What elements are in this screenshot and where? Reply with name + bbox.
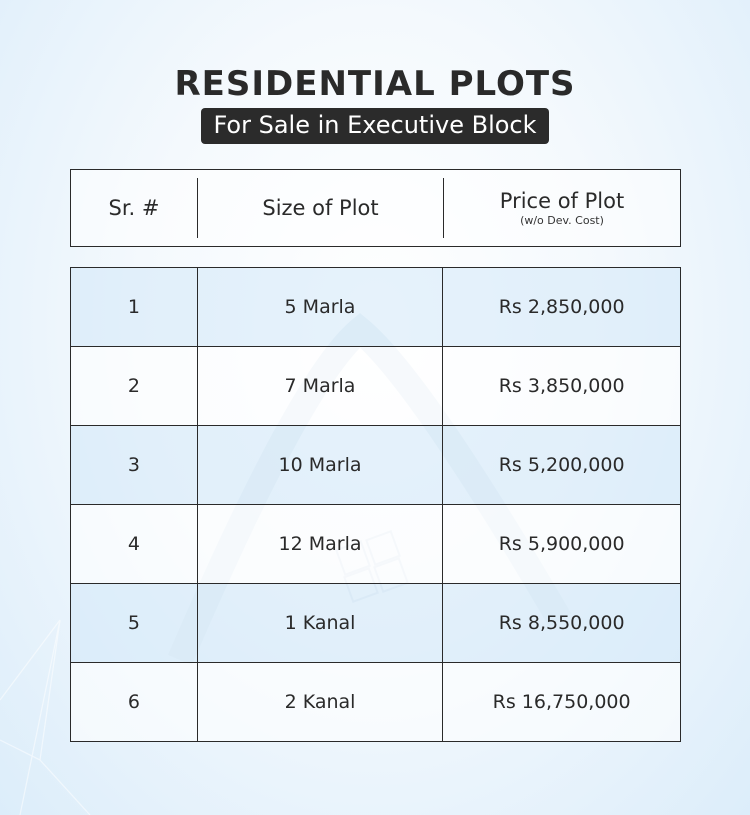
table-header [70,169,681,247]
header-price-note: (w/o Dev. Cost) [520,214,604,227]
cell-size: 7 Marla [197,347,443,426]
cell-sr: 3 [71,426,198,505]
cell-size: 5 Marla [197,268,443,347]
table-row [71,268,681,347]
cell-sr: 5 [71,584,198,663]
header-price [444,178,680,238]
cell-price: Rs 5,900,000 [443,505,681,584]
table-row [71,584,681,663]
cell-price: Rs 2,850,000 [443,268,681,347]
header-sr [71,178,198,238]
cell-sr: 4 [71,505,198,584]
cell-size: 1 Kanal [197,584,443,663]
cell-price: Rs 5,200,000 [443,426,681,505]
header-sr-label: Sr. # [108,196,160,220]
header-size [198,178,444,238]
cell-size: 10 Marla [197,426,443,505]
table-row [71,426,681,505]
table-row [71,663,681,742]
table-row [71,505,681,584]
plots-table [70,267,681,742]
subtitle-wrapper [0,108,750,144]
cell-sr: 2 [71,347,198,426]
cell-price: Rs 8,550,000 [443,584,681,663]
cell-size: 2 Kanal [197,663,443,742]
cell-sr: 1 [71,268,198,347]
header-price-label: Price of Plot [499,189,625,213]
page-title: RESIDENTIAL PLOTS [174,64,576,104]
cell-size: 12 Marla [197,505,443,584]
cell-price: Rs 3,850,000 [443,347,681,426]
subtitle-badge: For Sale in Executive Block [201,108,548,144]
cell-sr: 6 [71,663,198,742]
cell-price: Rs 16,750,000 [443,663,681,742]
table-row [71,347,681,426]
header-size-label: Size of Plot [262,196,379,220]
